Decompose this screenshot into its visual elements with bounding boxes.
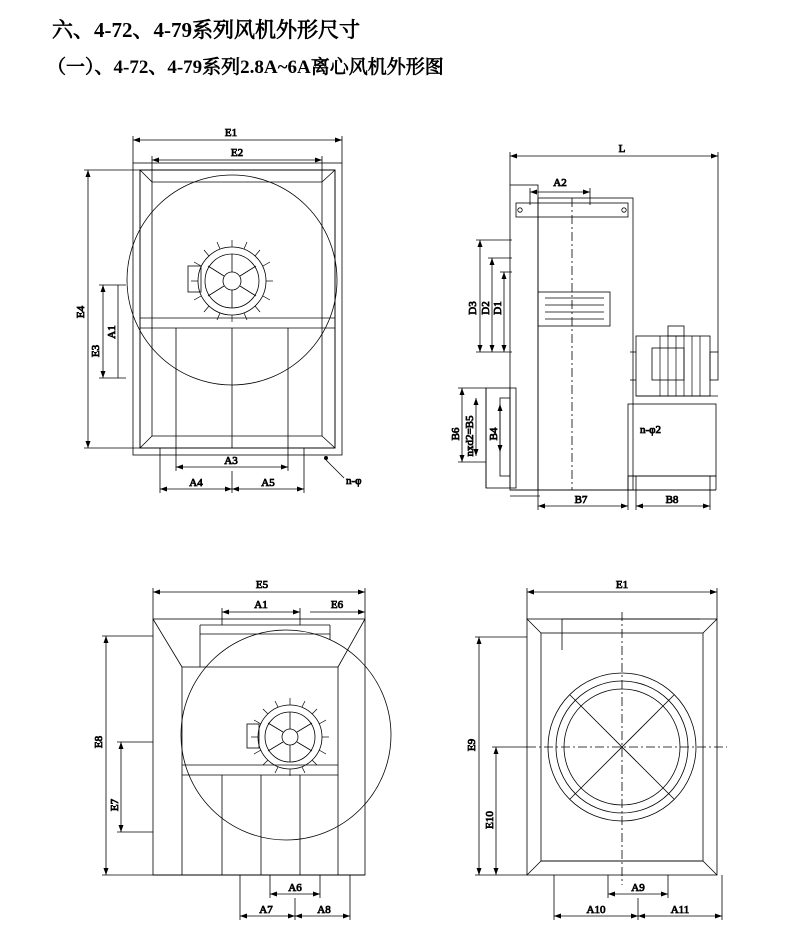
callout-n-phi2: n-φ2 xyxy=(640,424,662,436)
dim-B6: B6 xyxy=(450,427,462,441)
dim-B4: B4 xyxy=(488,427,500,441)
view-rear-outlet xyxy=(466,579,727,920)
dim-E2: E2 xyxy=(230,147,244,159)
dim-E1-bottom-right: E1 xyxy=(615,579,629,591)
dim-L: L xyxy=(618,143,626,155)
dim-D1: D1 xyxy=(492,301,504,315)
dim-E7: E7 xyxy=(109,798,121,812)
dim-B7: B7 xyxy=(574,494,588,506)
view-side-motor xyxy=(450,143,718,510)
dim-B5: nxd2=B5 xyxy=(464,415,476,457)
dim-A9: A9 xyxy=(631,882,645,894)
dim-A8: A8 xyxy=(317,904,331,916)
dim-E1-top-left: E1 xyxy=(224,127,238,139)
dim-E8: E8 xyxy=(93,735,105,749)
dim-A7: A7 xyxy=(259,904,273,916)
dim-E3: E3 xyxy=(90,344,102,358)
dim-A3: A3 xyxy=(224,455,238,467)
dim-E4: E4 xyxy=(75,305,87,319)
dim-E9: E9 xyxy=(466,738,478,752)
dim-A10: A10 xyxy=(586,904,606,916)
dim-A5: A5 xyxy=(261,477,275,489)
view-front-inlet xyxy=(75,127,362,493)
dim-E10: E10 xyxy=(484,811,496,829)
dim-D2: D2 xyxy=(480,301,492,315)
dim-A11: A11 xyxy=(670,904,690,916)
dim-A2: A2 xyxy=(553,177,567,189)
callout-n-phi: n-φ xyxy=(346,475,362,487)
dim-D3: D3 xyxy=(467,301,479,315)
dim-A4: A4 xyxy=(189,477,203,489)
dim-A1-top-left: A1 xyxy=(106,325,118,339)
dim-B8: B8 xyxy=(665,494,679,506)
page-title: 六、4-72、4-79系列风机外形尺寸 xyxy=(52,18,360,42)
page-subtitle: （一）、4-72、4-79系列2.8A~6A离心风机外形图 xyxy=(47,57,444,78)
dim-A6: A6 xyxy=(288,882,302,894)
view-front-alternate xyxy=(93,579,391,920)
dim-A1-bottom-left: A1 xyxy=(254,599,268,611)
dim-E5: E5 xyxy=(255,579,269,591)
dim-E6: E6 xyxy=(330,599,344,611)
